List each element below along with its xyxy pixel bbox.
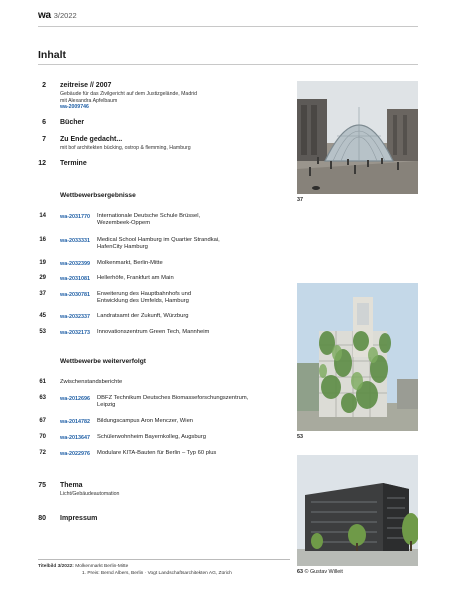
result-code[interactable]: wa-2032337 [60, 313, 90, 320]
result-code[interactable]: wa-2033331 [60, 237, 90, 244]
image-dbfz-photo [297, 455, 418, 566]
issue-number: 3/2022 [53, 11, 77, 20]
toc-subline: mit bof architekten bücking, ostrop & flemming, Hamburg [60, 145, 191, 151]
result-page: 37 [39, 291, 46, 297]
cover-label: Titelbild 3/2022: [38, 564, 74, 569]
result-code[interactable]: wa-2031081 [60, 275, 90, 282]
result-page: 45 [39, 313, 46, 319]
result-title: Landratsamt der Zukunft, Würzburg [97, 312, 189, 319]
toc-code[interactable]: wa-2009746 [60, 104, 89, 110]
toc-title[interactable]: Zu Ende gedacht... [60, 136, 123, 143]
cover-credit [38, 564, 128, 569]
image-station-render [297, 81, 418, 194]
thema-page: 75 [38, 482, 46, 489]
footer-divider [38, 559, 290, 560]
title-divider [38, 64, 418, 65]
image-green-tech-render [297, 283, 418, 431]
followed-code[interactable]: wa-2012696 [60, 395, 90, 402]
magazine-logo: wa [38, 10, 51, 21]
followed-code[interactable]: wa-2014782 [60, 418, 90, 425]
followed-code[interactable]: wa-2022976 [60, 450, 90, 457]
green-tech-illustration [297, 283, 418, 431]
toc-subline: mit Alexandra Apfelbaum [60, 97, 118, 104]
toc-title[interactable]: zeitreise // 2007 [60, 82, 112, 89]
followed-page: 72 [39, 450, 46, 456]
toc-page: 12 [38, 160, 46, 167]
image-caption: 53 [297, 434, 303, 440]
result-title: Innovationszentrum Green Tech, Mannheim [97, 328, 210, 335]
toc-subline: Gebäude für das Zivilgericht auf dem Justizgelände, Madrid [60, 91, 197, 97]
followed-page: 70 [39, 434, 46, 440]
followed-title: Zwischenstandsberichte [60, 378, 123, 385]
result-title: Erweiterung des Hauptbahnhofs und Entwicklung des Umfelds, Hamburg [97, 290, 192, 305]
result-title: Medical School Hamburg im Quartier Strandkai, HafenCity Hamburg [97, 236, 220, 251]
toc-title[interactable]: Termine [60, 160, 87, 167]
section-heading-followed: Wettbewerbe weiterverfolgt [60, 358, 146, 365]
toc-title[interactable]: Bücher [60, 119, 85, 126]
issue-header [38, 10, 77, 21]
toc-page: 2 [42, 82, 46, 89]
result-code[interactable]: wa-2031770 [60, 213, 90, 220]
followed-title: Schülerwohnheim Bayernkolleg, Augsburg [97, 433, 206, 440]
cover-line-1: Molkenmarkt Berlin-Mitte [75, 564, 129, 569]
header-divider [38, 26, 418, 27]
result-title: Internationale Deutsche Schule Brüssel, Wezembeek-Oppem [97, 212, 201, 227]
result-code[interactable]: wa-2030781 [60, 291, 90, 298]
thema-subline: Licht/Gebäudeautomation [60, 491, 120, 497]
result-page: 16 [39, 237, 46, 243]
result-code[interactable]: wa-2032173 [60, 329, 90, 336]
followed-title: Bildungscampus Aron Menczer, Wien [97, 417, 194, 424]
toc-page: 7 [42, 136, 46, 143]
impressum-title[interactable]: Impressum [60, 515, 98, 522]
dbfz-photo-illustration [297, 455, 418, 566]
result-code[interactable]: wa-2032399 [60, 260, 90, 267]
image-caption: 37 [297, 197, 303, 203]
followed-title: DBFZ Technikum Deutsches Biomasseforschungszentrum, Leipzig [97, 394, 249, 409]
result-page: 14 [39, 213, 46, 219]
result-title: Molkenmarkt, Berlin-Mitte [97, 259, 163, 266]
result-page: 19 [39, 260, 46, 266]
followed-page: 61 [39, 379, 46, 385]
section-heading-results: Wettbewerbsergebnisse [60, 192, 136, 199]
image-caption-credit [297, 569, 343, 575]
page-title: Inhalt [38, 49, 66, 61]
station-render-illustration [297, 81, 418, 194]
toc-page: 6 [42, 119, 46, 126]
followed-page: 63 [39, 395, 46, 401]
cover-line-2: 1. Preis: Bernd Albers, Berlin · Vogt Landschaftsarchitekten AG, Zürich [82, 570, 232, 576]
impressum-page: 80 [38, 515, 46, 522]
caption-photo-credit: © Gustav Willeit [304, 569, 343, 575]
followed-page: 67 [39, 418, 46, 424]
caption-number: 63 [297, 569, 303, 575]
result-page: 29 [39, 275, 46, 281]
followed-code[interactable]: wa-2013647 [60, 434, 90, 441]
followed-title: Modulare KITA-Bauten für Berlin – Typ 60 plus [97, 449, 217, 456]
thema-title[interactable]: Thema [60, 482, 83, 489]
result-title: Hellerhöfe, Frankfurt am Main [97, 274, 174, 281]
result-page: 53 [39, 329, 46, 335]
